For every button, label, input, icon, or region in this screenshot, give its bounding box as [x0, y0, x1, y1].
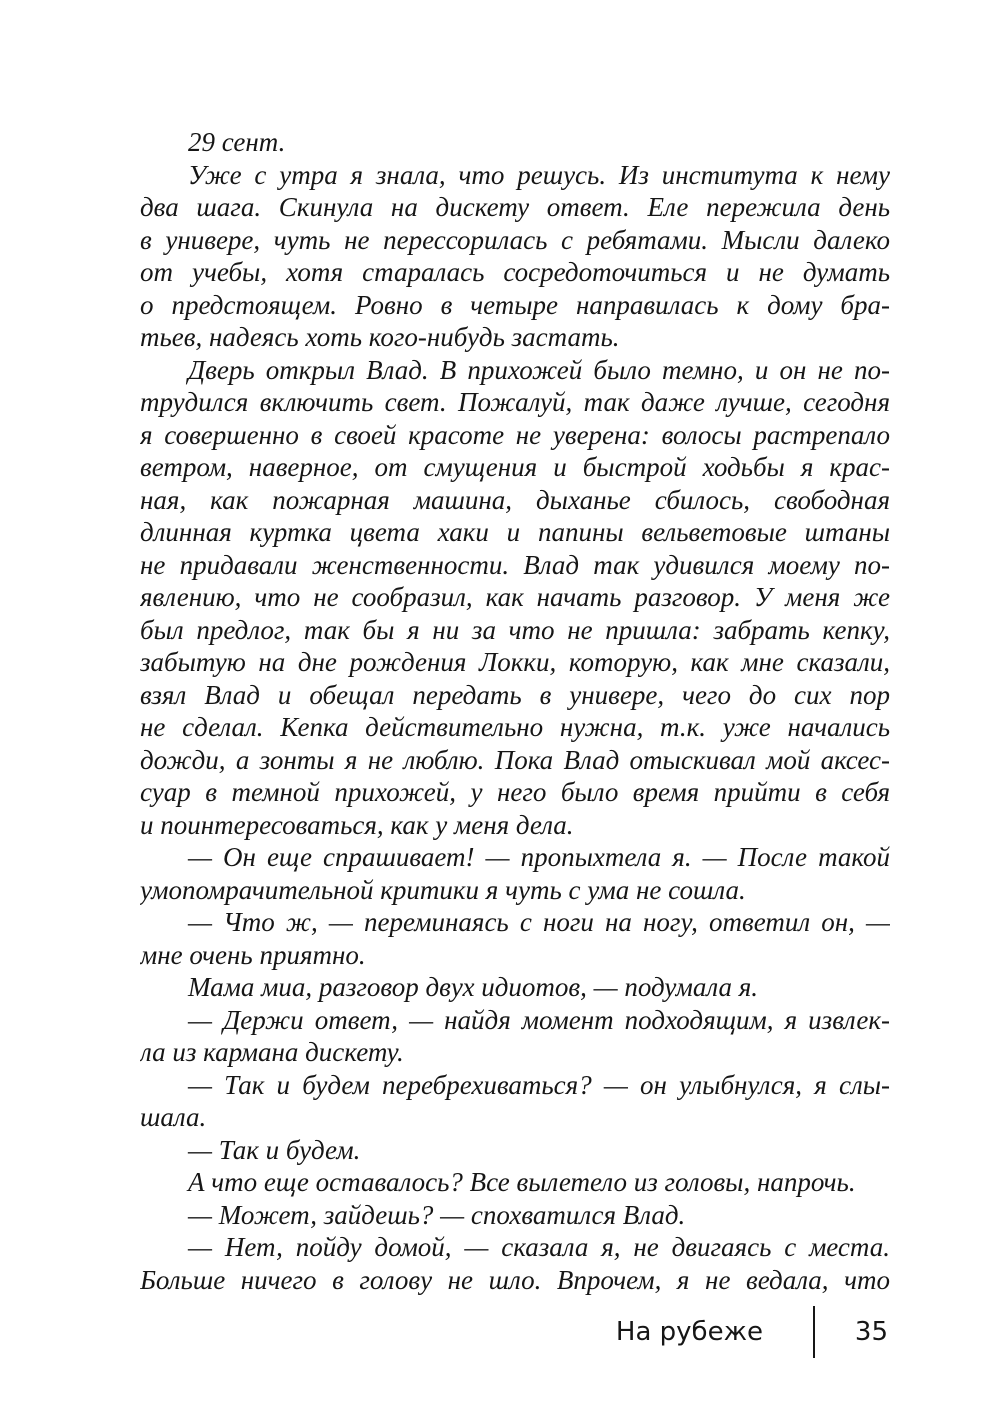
- text-line: два шага. Скинула на дискету ответ. Еле пережила день: [140, 192, 890, 222]
- running-title: На рубеже: [615, 1317, 763, 1347]
- text-line: тьев, надеясь хоть кого-нибудь застать.: [140, 322, 620, 352]
- text-line: и поинтересоваться, как у меня дела.: [140, 809, 574, 840]
- text-line: 29 сент.: [188, 127, 286, 157]
- text-line: суар в темной прихожей, у него было время прийти в себя: [140, 777, 890, 807]
- text-line: забытую на дне рождения Локки, которую, как мне сказали,: [140, 647, 890, 677]
- text-line: ная, как пожарная машина, дыханье сбилось, свободная: [140, 484, 890, 515]
- text-line: длинная куртка цвета хаки и папины вельветовые штаны: [140, 517, 890, 547]
- text-line: — Что ж, — переминаясь с ноги на ногу, ответил он, —: [188, 907, 890, 937]
- text-line: — Может, зайдешь? — спохватился Влад.: [188, 1199, 686, 1230]
- text-line: не сделал. Кепка действительно нужна, т.к. уже начались: [140, 712, 890, 742]
- text-line: от учебы, хотя старалась сосредоточиться и не думать: [140, 257, 890, 287]
- text-line: — Так и будем перебрехиваться? — он улыбнулся, я слы-: [188, 1069, 890, 1100]
- text-line: Уже с утра я знала, что решусь. Из института к нему: [188, 159, 890, 190]
- text-line: о предстоящем. Ровно в четыре направилась к дому бра-: [140, 289, 890, 320]
- text-line: взял Влад и обещал передать в универе, чего до сих пор: [140, 679, 890, 710]
- text-line: я совершенно в своей красоте не уверена: волосы растрепало: [140, 419, 890, 450]
- text-line: — Он еще спрашивает! — пропыхтела я. — После такой: [188, 842, 890, 872]
- text-line: Больше ничего в голову не шло. Впрочем, я не ведала, что: [140, 1264, 890, 1295]
- text-line: А что еще оставалось? Все вылетело из головы, напрочь.: [188, 1167, 856, 1197]
- text-line: не придавали женственности. Влад так удивился моему по-: [140, 549, 890, 580]
- text-line: мне очень приятно.: [140, 939, 366, 970]
- text-line: дожди, а зонты я не люблю. Пока Влад отыскивал мой аксес-: [140, 744, 890, 775]
- text-line: в универе, чуть не перессорилась с ребятами. Мысли далеко: [140, 224, 890, 255]
- text-line: ла из кармана дискету.: [140, 1037, 404, 1067]
- text-line: — Так и будем.: [188, 1134, 361, 1165]
- text-line: явлению, что не сообразил, как начать разговор. У меня же: [140, 582, 890, 612]
- text-line: был предлог, так бы я ни за что не пришла: забрать кепку,: [140, 614, 890, 645]
- text-line: Мама миа, разговор двух идиотов, — подумала я.: [188, 972, 759, 1002]
- text-line: трудился включить свет. Пожалуй, так даже лучше, сегодня: [140, 387, 890, 417]
- page-text-block: [140, 126, 890, 1296]
- text-line: — Нет, пойду домой, — сказала я, не двигаясь с места.: [188, 1232, 890, 1262]
- text-line: умопомрачительной критики я чуть с ума не сошла.: [140, 874, 746, 905]
- text-line: Дверь открыл Влад. В прихожей было темно, и он не по-: [188, 354, 890, 385]
- text-line: шала.: [140, 1102, 207, 1132]
- text-line: ветром, наверное, от смущения и быстрой ходьбы я крас-: [140, 452, 890, 482]
- text-line: — Держи ответ, — найдя момент подходящим, я извлек-: [188, 1004, 890, 1035]
- page-number: 35: [854, 1317, 888, 1347]
- page-footer: [140, 1304, 890, 1360]
